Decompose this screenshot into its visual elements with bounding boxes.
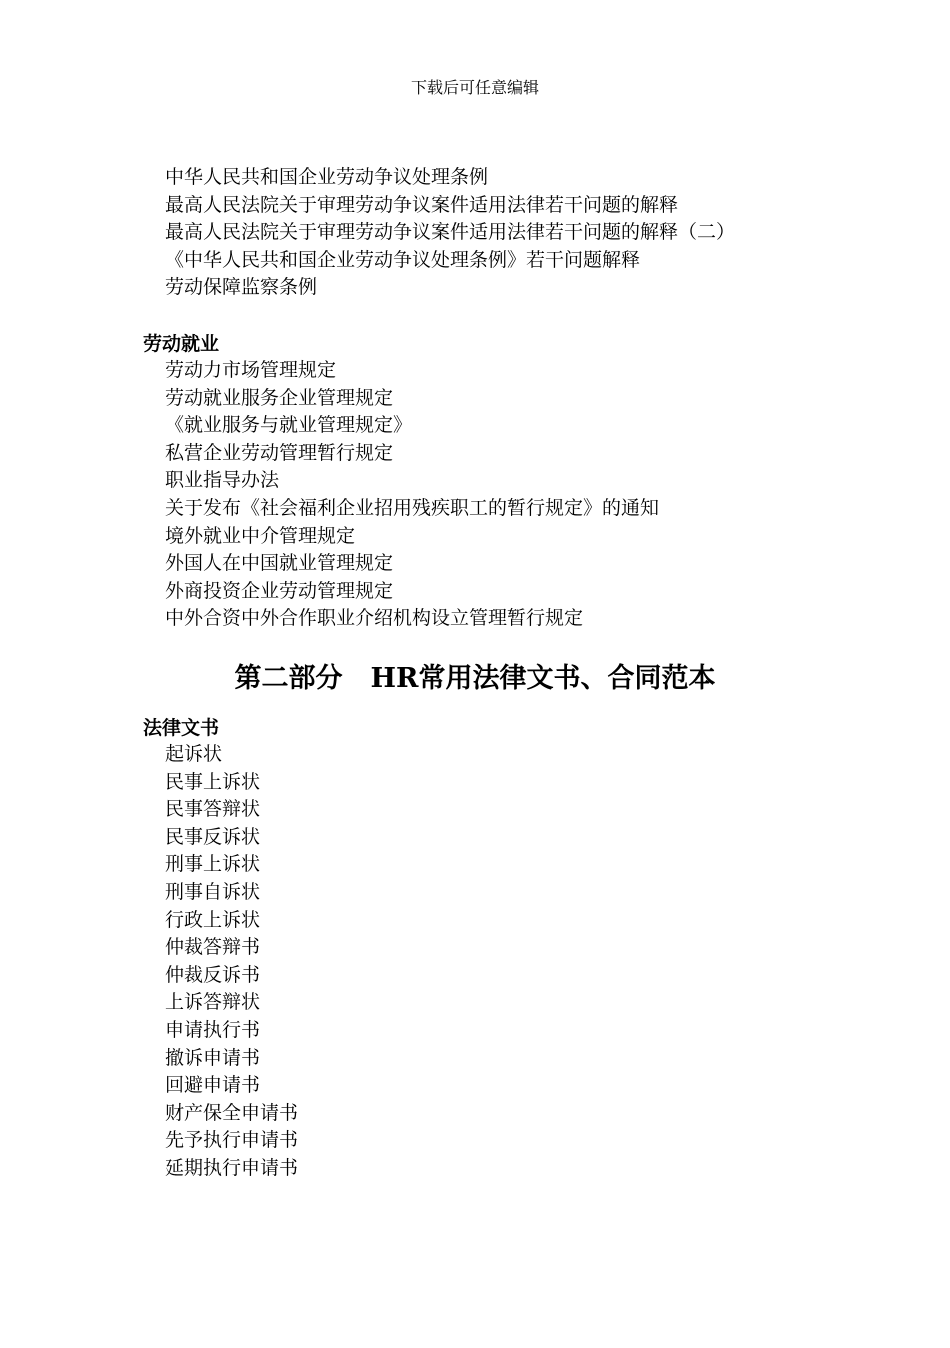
- list-item: 刑事上诉状: [165, 853, 261, 876]
- list-item: 撤诉申请书: [165, 1046, 261, 1069]
- list-item: 最高人民法院关于审理劳动争议案件适用法律若干问题的解释（二）: [165, 221, 736, 244]
- intro-regulation-list: [165, 164, 735, 302]
- part-two-title: [0, 660, 950, 698]
- list-item: 中华人民共和国企业劳动争议处理条例: [165, 166, 489, 188]
- list-item: 起诉状: [165, 743, 223, 765]
- list-item: 刑事自诉状: [165, 880, 261, 903]
- section-heading-legal-documents: 法律文书: [143, 717, 220, 739]
- section-heading-employment: 劳动就业: [143, 333, 220, 355]
- list-item: 延期执行申请书: [165, 1156, 299, 1179]
- part-two-label: 第二部分: [234, 663, 343, 694]
- list-item: 关于发布《社会福利企业招用残疾职工的暂行规定》的通知: [165, 496, 660, 519]
- list-item: 仲裁反诉书: [165, 963, 261, 986]
- list-item: 回避申请书: [165, 1074, 261, 1097]
- list-item: 行政上诉状: [165, 908, 261, 931]
- list-item: 先予执行申请书: [165, 1129, 299, 1152]
- list-item: 最高人民法院关于审理劳动争议案件适用法律若干问题的解释: [165, 193, 679, 216]
- employment-regulation-list: [165, 357, 659, 633]
- list-item: 仲裁答辩书: [165, 936, 261, 959]
- list-item: 外国人在中国就业管理规定: [165, 552, 394, 575]
- list-item: 境外就业中介管理规定: [165, 524, 356, 547]
- legal-document-list: [165, 741, 298, 1183]
- list-item: 《就业服务与就业管理规定》: [165, 414, 413, 437]
- list-item: 私营企业劳动管理暂行规定: [165, 441, 394, 464]
- list-item: 民事上诉状: [165, 770, 261, 793]
- page-header: 下载后可任意编辑: [410, 78, 539, 97]
- list-item: 劳动力市场管理规定: [165, 359, 337, 381]
- list-item: 民事反诉状: [165, 825, 261, 848]
- list-item: 《中华人民共和国企业劳动争议处理条例》若干问题解释: [165, 248, 641, 271]
- list-item: 中外合资中外合作职业介绍机构设立管理暂行规定: [165, 607, 584, 630]
- list-item: 申请执行书: [165, 1018, 261, 1041]
- list-item: 劳动保障监察条例: [165, 276, 318, 299]
- list-item: 上诉答辩状: [165, 991, 261, 1014]
- list-item: 职业指导办法: [165, 469, 280, 492]
- list-item: 财产保全申请书: [165, 1101, 299, 1124]
- list-item: 劳动就业服务企业管理规定: [165, 386, 394, 409]
- list-item: 民事答辩状: [165, 798, 261, 821]
- list-item: 外商投资企业劳动管理规定: [165, 579, 394, 602]
- part-two-subtitle: HR常用法律文书、合同范本: [370, 663, 716, 694]
